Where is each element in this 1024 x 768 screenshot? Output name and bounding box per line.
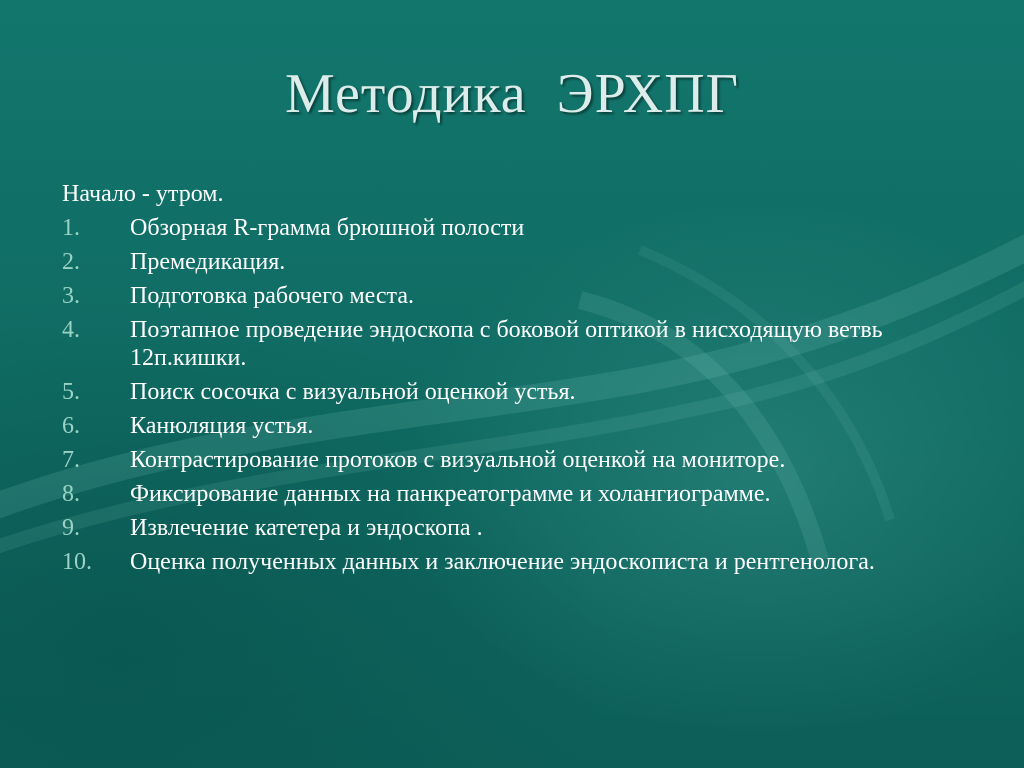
list-item xyxy=(62,480,962,508)
intro-line: Начало - утром. xyxy=(62,181,224,207)
item-number: 2. xyxy=(62,249,80,275)
list-item xyxy=(62,378,962,406)
list-item xyxy=(62,548,962,576)
item-text: Фиксирование данных на панкреатограмме и холангиограмме. xyxy=(130,481,771,507)
item-text: Извлечение катетера и эндоскопа . xyxy=(130,515,483,541)
steps-list xyxy=(62,214,962,576)
item-number: 8. xyxy=(62,481,80,507)
list-item xyxy=(62,446,962,474)
slide-body xyxy=(62,180,962,582)
item-text: Канюляция устья. xyxy=(130,413,314,439)
item-number: 10. xyxy=(62,549,92,575)
list-item xyxy=(62,214,962,242)
item-number: 6. xyxy=(62,413,80,439)
item-number: 7. xyxy=(62,447,80,473)
item-text: Контрастирование протоков с визуальной оценкой на мониторе. xyxy=(130,447,786,473)
item-text: Подготовка рабочего места. xyxy=(130,283,414,309)
item-text: Премедикация. xyxy=(130,249,286,275)
list-item xyxy=(62,412,962,440)
item-number: 5. xyxy=(62,379,80,405)
item-number: 9. xyxy=(62,515,80,541)
list-item xyxy=(62,282,962,310)
item-number: 1. xyxy=(62,215,80,241)
item-text: Оценка полученных данных и заключение эндоскописта и рентгенолога. xyxy=(130,549,875,575)
item-text: Обзорная R-грамма брюшной полости xyxy=(130,215,525,241)
item-text: Поэтапное проведение эндоскопа с боковой оптикой в нисходящую ветвь 12п.кишки. xyxy=(130,317,883,371)
list-item xyxy=(62,248,962,276)
item-number: 4. xyxy=(62,317,80,343)
list-item xyxy=(62,316,962,372)
list-item xyxy=(62,514,962,542)
item-number: 3. xyxy=(62,283,80,309)
slide-title: Методика ЭРХПГ xyxy=(284,63,740,125)
item-text: Поиск сосочка с визуальной оценкой устья. xyxy=(130,379,576,405)
